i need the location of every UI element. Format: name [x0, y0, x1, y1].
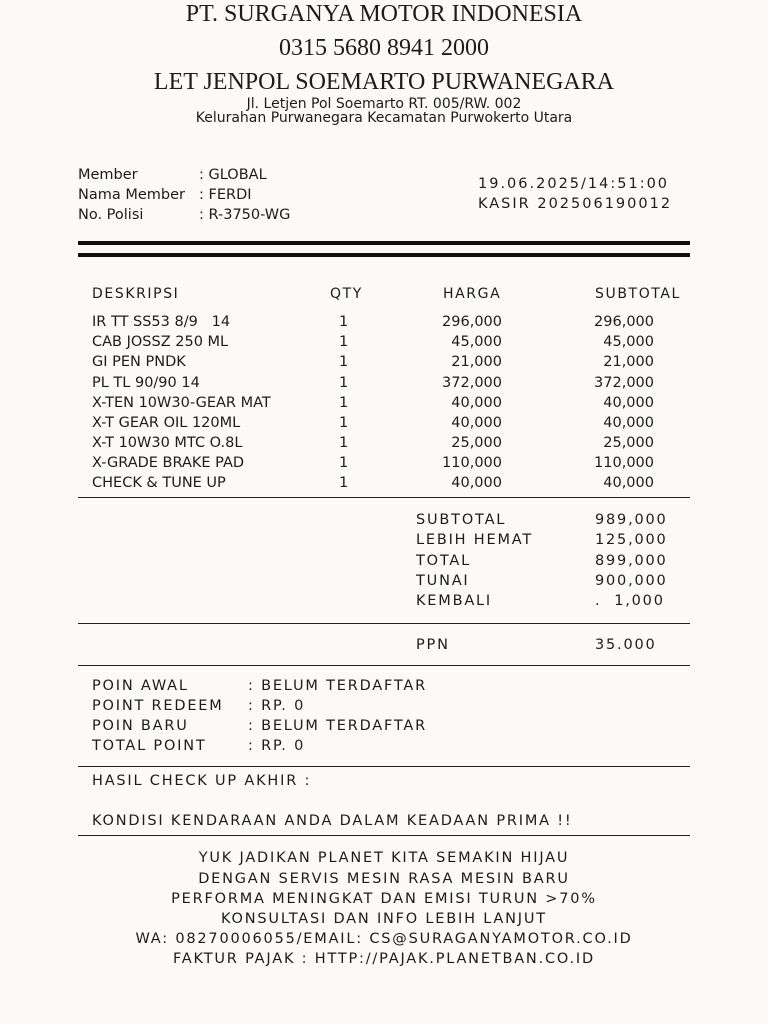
item-subtotal: 45,000	[603, 334, 654, 350]
summary-change-value: . 1,000	[595, 593, 665, 609]
item-subtotal: 21,000	[603, 354, 654, 370]
item-qty: 1	[339, 475, 349, 491]
header-divider-top	[78, 241, 690, 245]
ppn-label: PPN	[416, 637, 450, 653]
summary-total-value: 899,000	[595, 553, 668, 569]
item-qty: 1	[339, 435, 349, 451]
item-subtotal: 110,000	[594, 455, 654, 471]
item-qty: 1	[339, 415, 349, 431]
header-divider-bottom	[78, 253, 690, 257]
points-total-label: TOTAL POINT	[92, 738, 207, 754]
points-new-value: : BELUM TERDAFTAR	[248, 718, 428, 734]
item-subtotal: 296,000	[594, 314, 654, 330]
column-header-subtotal: SUBTOTAL	[595, 286, 681, 302]
item-subtotal: 372,000	[594, 375, 654, 391]
item-price: 25,000	[451, 435, 502, 451]
item-qty: 1	[339, 314, 349, 330]
item-description: GI PEN PNDK	[92, 354, 186, 370]
column-header-price: HARGA	[443, 286, 502, 302]
plate-number-label: No. Polisi	[78, 207, 144, 223]
column-header-description: DESKRIPSI	[92, 286, 180, 302]
footer-tax-invoice: FAKTUR PAJAK : HTTP://PAJAK.PLANETBAN.CO.ID	[173, 951, 595, 967]
points-initial-label: POIN AWAL	[92, 678, 189, 694]
footer-line: DENGAN SERVIS MESIN RASA MESIN BARU	[198, 871, 570, 887]
item-subtotal: 25,000	[603, 435, 654, 451]
member-label: Member	[78, 167, 138, 183]
item-qty: 1	[339, 395, 349, 411]
table-divider	[78, 497, 690, 498]
column-header-qty: QTY	[330, 286, 363, 302]
item-price: 110,000	[442, 455, 502, 471]
checkup-title: HASIL CHECK UP AKHIR :	[92, 773, 312, 789]
footer-contact: WA: 08270006055/EMAIL: CS@SURAGANYAMOTOR.CO.ID	[135, 931, 633, 947]
summary-subtotal-label: SUBTOTAL	[416, 512, 507, 528]
checkup-divider	[78, 835, 690, 836]
points-total-value: : RP. 0	[248, 738, 306, 754]
branch-name: LET JENPOL SOEMARTO PURWANEGARA	[153, 69, 615, 95]
points-redeem-value: : RP. 0	[248, 698, 306, 714]
points-divider	[78, 766, 690, 767]
item-description: IR TT SS53 8/9 14	[92, 314, 231, 330]
footer-line: KONSULTASI DAN INFO LEBIH LANJUT	[221, 911, 547, 927]
summary-savings-value: 125,000	[595, 532, 668, 548]
item-description: CHECK & TUNE UP	[92, 475, 226, 491]
item-qty: 1	[339, 334, 349, 350]
summary-subtotal-value: 989,000	[595, 512, 668, 528]
points-initial-value: : BELUM TERDAFTAR	[248, 678, 428, 694]
company-phone: 0315 5680 8941 2000	[279, 35, 489, 61]
cashier-id: KASIR 202506190012	[478, 196, 673, 212]
item-subtotal: 40,000	[603, 395, 654, 411]
footer-line: PERFORMA MENINGKAT DAN EMISI TURUN >70%	[171, 891, 597, 907]
footer-line: YUK JADIKAN PLANET KITA SEMAKIN HIJAU	[198, 850, 570, 866]
points-new-label: POIN BARU	[92, 718, 189, 734]
ppn-divider	[78, 665, 690, 666]
item-price: 40,000	[451, 475, 502, 491]
item-description: X-T 10W30 MTC O.8L	[92, 435, 243, 451]
summary-divider	[78, 623, 690, 624]
company-name: PT. SURGANYA MOTOR INDONESIA	[185, 1, 583, 27]
item-description: X-TEN 10W30-GEAR MAT	[92, 395, 271, 411]
plate-number-value: : R-3750-WG	[199, 207, 291, 223]
summary-cash-label: TUNAI	[416, 573, 470, 589]
summary-savings-label: LEBIH HEMAT	[416, 532, 534, 548]
address-line-2: Kelurahan Purwanegara Kecamatan Purwokerto Utara	[195, 110, 573, 126]
checkup-result: KONDISI KENDARAAN ANDA DALAM KEADAAN PRIMA !!	[92, 813, 573, 829]
item-qty: 1	[339, 455, 349, 471]
address-line-1: Jl. Letjen Pol Soemarto RT. 005/RW. 002	[246, 96, 522, 112]
item-description: PL TL 90/90 14	[92, 375, 200, 391]
item-subtotal: 40,000	[603, 415, 654, 431]
item-description: X-GRADE BRAKE PAD	[92, 455, 245, 471]
item-qty: 1	[339, 375, 349, 391]
summary-cash-value: 900,000	[595, 573, 668, 589]
item-description: X-T GEAR OIL 120ML	[92, 415, 241, 431]
item-price: 45,000	[451, 334, 502, 350]
member-value: : GLOBAL	[199, 167, 267, 183]
item-description: CAB JOSSZ 250 ML	[92, 334, 229, 350]
item-subtotal: 40,000	[603, 475, 654, 491]
member-name-value: : FERDI	[199, 187, 252, 203]
item-price: 21,000	[451, 354, 502, 370]
summary-change-label: KEMBALI	[416, 593, 493, 609]
item-price: 40,000	[451, 395, 502, 411]
member-name-label: Nama Member	[78, 187, 185, 203]
item-price: 372,000	[442, 375, 502, 391]
transaction-datetime: 19.06.2025/14:51:00	[478, 176, 670, 192]
item-price: 40,000	[451, 415, 502, 431]
ppn-value: 35.000	[595, 637, 657, 653]
summary-total-label: TOTAL	[416, 553, 471, 569]
points-redeem-label: POINT REDEEM	[92, 698, 224, 714]
item-price: 296,000	[442, 314, 502, 330]
item-qty: 1	[339, 354, 349, 370]
